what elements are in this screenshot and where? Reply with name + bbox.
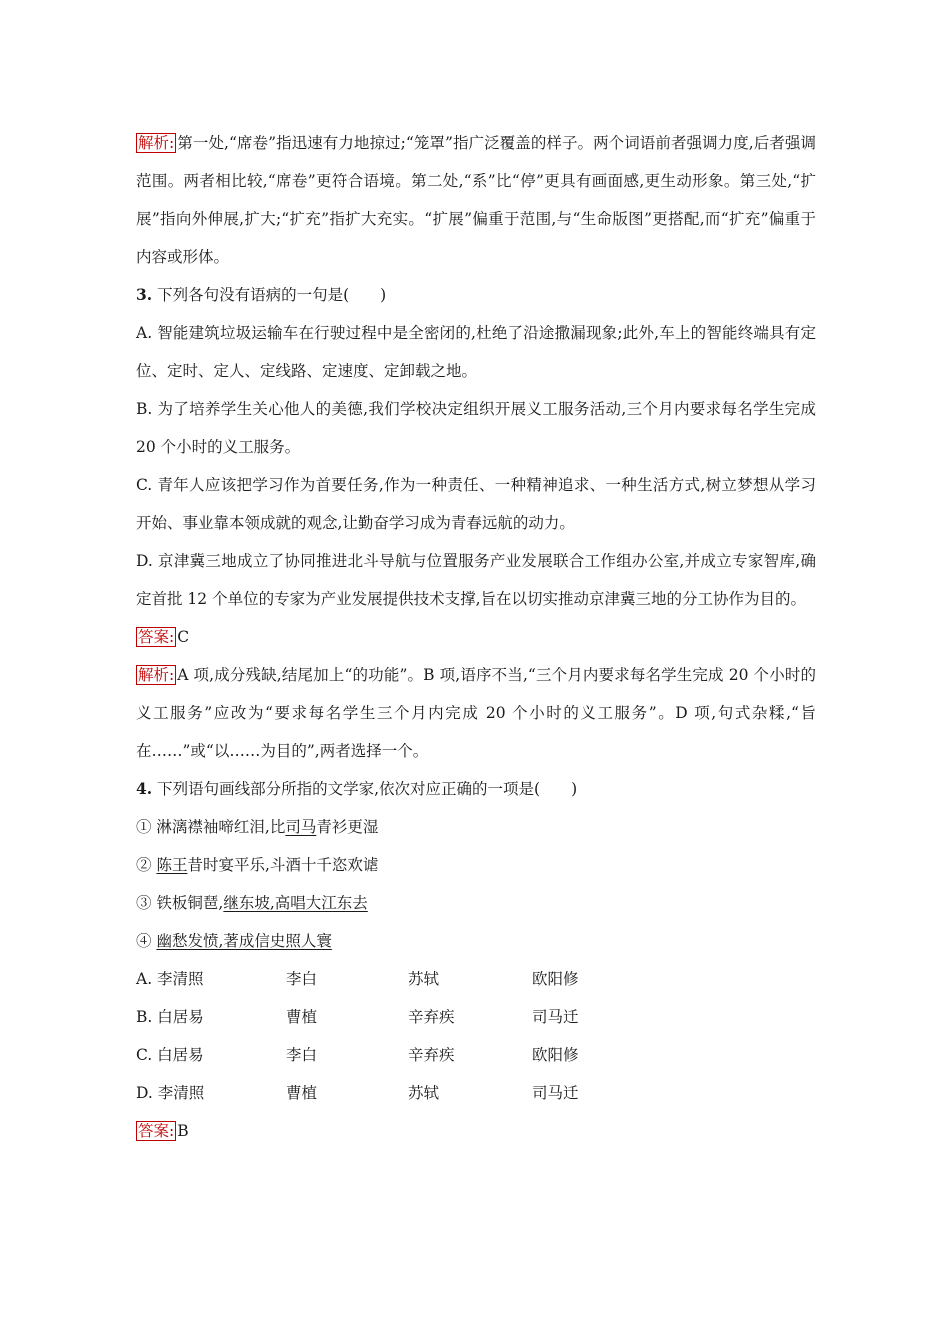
q3-option-b: B. 为了培养学生关心他人的美德,我们学校决定组织开展义工服务活动,三个月内要求每名学生完成 20 个小时的义工服务。 — [136, 400, 816, 456]
answer-value: C — [177, 628, 190, 646]
q4-line-3: ③ 铁板铜琶,继东坡,高唱大江东去 — [136, 894, 368, 912]
q3-option-d: D. 京津冀三地成立了协同推进北斗导航与位置服务产业发展联合工作组办公室,并成立专家智库,确定首批 12 个单位的专家为产业发展提供技术支撑,旨在以切实推动京津冀三地的分工协作为目的。 — [136, 552, 816, 608]
question-number: 3. — [136, 285, 153, 304]
q4-line-1: ① 淋漓襟袖啼红泪,比司马青衫更湿 — [136, 818, 379, 836]
q3-analysis — [136, 656, 816, 770]
q3-option-a: A. 智能建筑垃圾运输车在行驶过程中是全密闭的,杜绝了沿途撒漏现象;此外,车上的智能终端具有定位、定时、定人、定线路、定速度、定卸载之地。 — [136, 324, 816, 380]
question-number: 4. — [136, 779, 153, 798]
answer-tag: 答案: — [138, 1122, 175, 1140]
question-stem: 下列各句没有语病的一句是( ) — [152, 286, 387, 304]
question-stem: 下列语句画线部分所指的文学家,依次对应正确的一项是( ) — [152, 780, 578, 798]
q3-stem — [136, 276, 816, 314]
q4-option-c: C. 白居易 李白 辛弃疾 欧阳修 — [136, 1046, 579, 1064]
underlined-text: 幽愁发愤,著成信史照人寰 — [156, 932, 332, 950]
underlined-text: 继东坡,高唱大江东去 — [223, 894, 368, 912]
q4-line-4: ④ 幽愁发愤,著成信史照人寰 — [136, 932, 332, 950]
analysis-text: A 项,成分残缺,结尾加上“的功能”。B 项,语序不当,“三个月内要求每名学生完成 20 个小时的义工服务”应改为“要求每名学生三个月内完成 20 个小时的义工服务”。D 项,句式杂糅,“旨在……”或“以……为目的”,两者选择一个。 — [136, 666, 816, 760]
underlined-text: 司马 — [285, 818, 317, 836]
q4-option-b: B. 白居易 曹植 辛弃疾 司马迁 — [136, 1008, 579, 1026]
q4-stem — [136, 770, 816, 808]
q3-answer — [136, 618, 816, 656]
answer-tag: 答案: — [138, 628, 175, 646]
analysis-tag: 解析: — [138, 666, 175, 684]
q4-option-d: D. 李清照 曹植 苏轼 司马迁 — [136, 1084, 579, 1102]
q2-analysis — [136, 124, 816, 276]
q3-option-c: C. 青年人应该把学习作为首要任务,作为一种责任、一种精神追求、一种生活方式,树立梦想从学习开始、事业靠本领成就的观念,让勤奋学习成为青春远航的动力。 — [136, 476, 816, 532]
answer-value: B — [177, 1122, 189, 1140]
page-content — [136, 124, 816, 1150]
analysis-tag: 解析: — [138, 134, 175, 152]
q4-option-a: A. 李清照 李白 苏轼 欧阳修 — [136, 970, 579, 988]
q4-line-2: ② 陈王昔时宴平乐,斗酒十千恣欢谑 — [136, 856, 379, 874]
underlined-text: 陈王 — [156, 856, 188, 874]
analysis-text: 第一处,“席卷”指迅速有力地掠过;“笼罩”指广泛覆盖的样子。两个词语前者强调力度,后者强调范围。两者相比较,“席卷”更符合语境。第二处,“系”比“停”更具有画面感,更生动形象。第三处,“扩展”指向外伸展,扩大;“扩充”指扩大充实。“扩展”偏重于范围,与“生命版图”更搭配,而“扩充”偏重于内容或形体。 — [136, 134, 816, 266]
q4-answer — [136, 1112, 816, 1150]
